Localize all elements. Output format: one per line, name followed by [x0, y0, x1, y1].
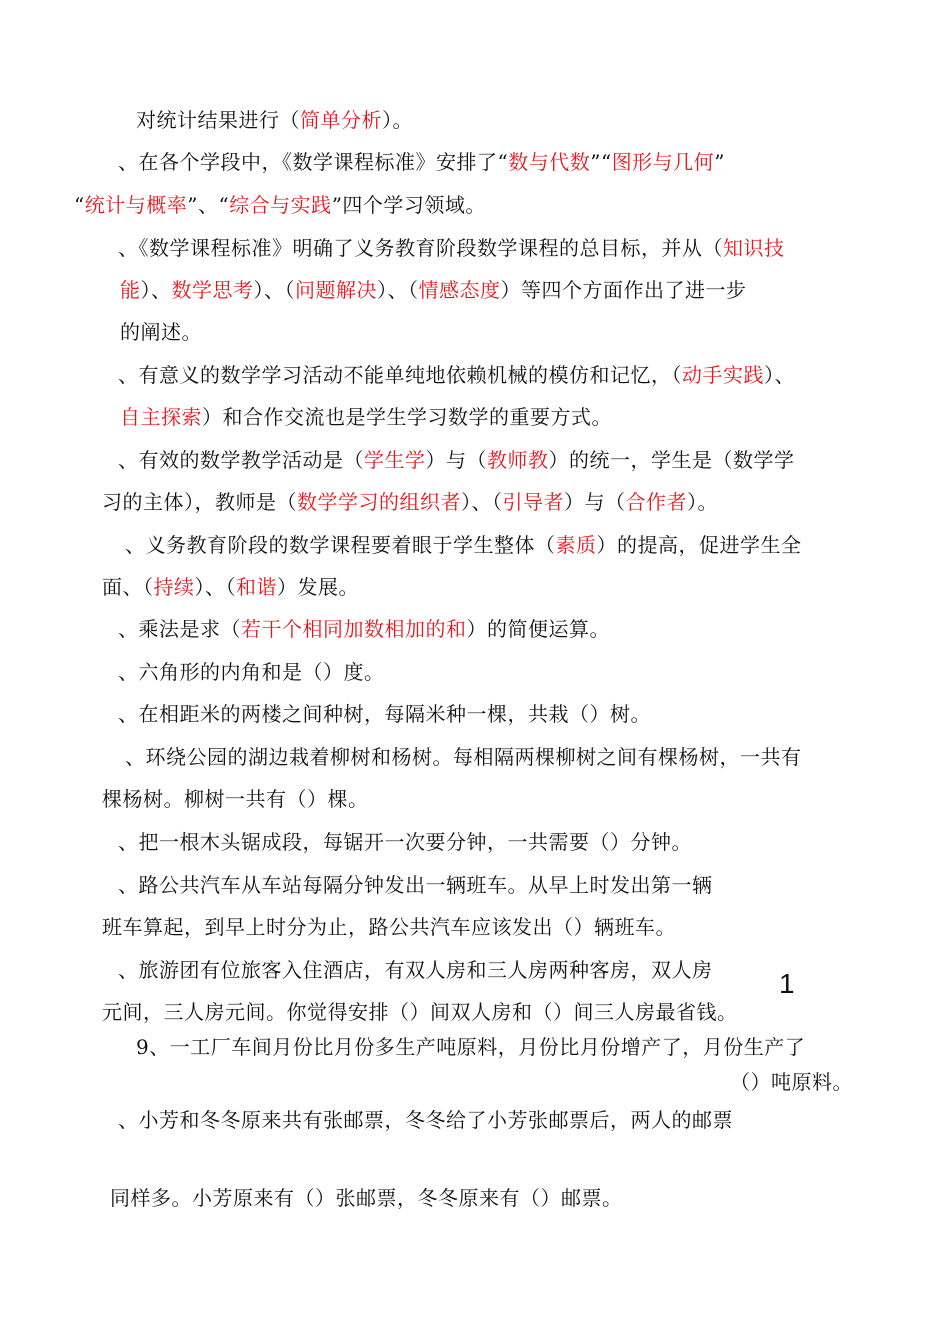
line-text: ）、（ [194, 575, 236, 599]
line-text: 习的主体），教师是（ [102, 490, 297, 514]
line-text: ）的提高，促进学生全 [596, 533, 802, 557]
line-text: ）与（ [564, 490, 626, 514]
line-factory-production-cont [730, 1070, 853, 1094]
answer-text: 若干个相同加数相加的和 [241, 617, 467, 641]
line-text: 、六角形的内角和是（）度。 [118, 660, 385, 684]
page-number: 1 [779, 968, 795, 999]
line-lake-trees-cont [102, 787, 369, 811]
line-tree-planting [118, 702, 651, 726]
line-text: 、环绕公园的湖边栽着柳树和杨树。每相隔两棵柳树之间有棵杨树，一共有 [125, 745, 802, 769]
line-multiplication [118, 617, 610, 641]
line-text: 棵杨树。柳树一共有（）棵。 [102, 787, 369, 811]
line-text: ）。 [687, 490, 718, 514]
line-sawing-wood [118, 830, 692, 854]
line-text: 同样多。小芳原来有（）张邮票，冬冬原来有（）邮票。 [110, 1186, 623, 1210]
line-text: 的阐述。 [120, 320, 202, 344]
line-text: ）的简便运算。 [466, 617, 610, 641]
line-text: 、把一根木头锯成段，每锯开一次要分钟，一共需要（）分钟。 [118, 830, 692, 854]
answer-text: 素质 [555, 533, 597, 557]
answer-text: 图形与几何 [611, 150, 715, 174]
line-course-goals [118, 236, 785, 260]
answer-text: 数与代数 [508, 150, 591, 174]
line-text: ）。 [382, 108, 413, 132]
line-text: 、《数学课程标准》明确了义务教育阶段数学课程的总目标，并从（ [118, 236, 723, 260]
line-text: 9、一工厂车间月份比月份多生产吨原料，月份比月份增产了，月份生产了 [136, 1035, 806, 1059]
line-text: ）和合作交流也是学生学习数学的重要方式。 [202, 405, 612, 429]
answer-text: 学生学 [364, 448, 426, 472]
line-text: 对统计结果进行（ [136, 108, 300, 132]
line-text: ）发展。 [277, 575, 359, 599]
line-hotel-rooms-cont [102, 1000, 738, 1024]
line-text: 班车算起，到早上时分为止，路公共汽车应该发出（）辆班车。 [102, 915, 676, 939]
line-text: ）、（ [461, 490, 503, 514]
line-text: 、小芳和冬冬原来共有张邮票，冬冬给了小芳张邮票后，两人的邮票 [118, 1108, 733, 1132]
line-text: ” [714, 150, 725, 174]
line-text: 、在相距米的两楼之间种树，每隔米种一棵，共栽（）树。 [118, 702, 651, 726]
line-teaching-activity-cont [102, 490, 718, 514]
line-learning-domains-cont [74, 193, 486, 217]
line-stamps-cont [110, 1186, 623, 1210]
answer-text: 引导者 [502, 490, 564, 514]
answer-text: 合作者 [625, 490, 687, 514]
answer-text: 教师教 [487, 448, 549, 472]
line-text: ）、（ [377, 278, 419, 302]
line-text: （）吨原料。 [730, 1070, 853, 1094]
line-factory-production [136, 1035, 805, 1059]
line-text: 、义务教育阶段的数学课程要着眼于学生整体（ [125, 533, 556, 557]
line-course-goals-end [120, 320, 202, 344]
line-text: 面、（ [102, 575, 154, 599]
line-hexagon-angles [118, 660, 385, 684]
line-learning-activity [118, 363, 795, 387]
answer-text: 问题解决 [295, 278, 377, 302]
answer-text: 简单分析 [300, 108, 382, 132]
answer-text: 统计与概率 [84, 193, 188, 217]
line-text: ）、 [140, 278, 172, 302]
line-compulsory-education [125, 533, 802, 557]
answer-text: 动手实践 [682, 363, 764, 387]
line-hotel-rooms [118, 958, 713, 982]
line-learning-domains [118, 150, 725, 174]
line-course-goals-cont [120, 278, 747, 302]
line-text: ”、“ [187, 193, 230, 217]
line-text: 、在各个学段中，《数学课程标准》安排了“ [118, 150, 509, 174]
line-text: 元间，三人房元间。你觉得安排（）间双人房和（）间三人房最省钱。 [102, 1000, 738, 1024]
line-text: 、有效的数学教学活动是（ [118, 448, 364, 472]
answer-text: 知识技 [723, 236, 785, 260]
line-bus-schedule-cont [102, 915, 676, 939]
answer-text: 和谐 [236, 575, 277, 599]
line-text: ）与（ [425, 448, 487, 472]
answer-text: 能 [120, 278, 141, 302]
line-text: ）、 [764, 363, 795, 387]
answer-text: 数学学习的组织者 [297, 490, 461, 514]
answer-text: 数学思考 [171, 278, 254, 302]
line-text: ）、（ [253, 278, 295, 302]
answer-text: 情感态度 [418, 278, 501, 302]
answer-text: 自主探索 [120, 405, 202, 429]
line-text: “ [74, 193, 85, 217]
line-text: 、有意义的数学学习活动不能单纯地依赖机械的模仿和记忆，（ [118, 363, 682, 387]
line-text: ”四个学习领域。 [331, 193, 486, 217]
line-text: ）的统一，学生是（数学学 [548, 448, 795, 472]
line-statistics-analysis [136, 108, 413, 132]
line-text: 、旅游团有位旅客入住酒店，有双人房和三人房两种客房，双人房 [118, 958, 713, 982]
line-compulsory-education-cont [102, 575, 359, 599]
line-stamps [118, 1108, 733, 1132]
line-bus-schedule [118, 873, 713, 897]
line-learning-activity-cont [120, 405, 612, 429]
line-text: ”“ [590, 150, 612, 174]
line-text: 、路公共汽车从车站每隔分钟发出一辆班车。从早上时发出第一辆 [118, 873, 713, 897]
line-teaching-activity [118, 448, 795, 472]
answer-text: 持续 [153, 575, 195, 599]
answer-text: 综合与实践 [229, 193, 332, 217]
line-text: ）等四个方面作出了进一步 [500, 278, 747, 302]
line-lake-trees [125, 745, 802, 769]
line-text: 、乘法是求（ [118, 617, 241, 641]
